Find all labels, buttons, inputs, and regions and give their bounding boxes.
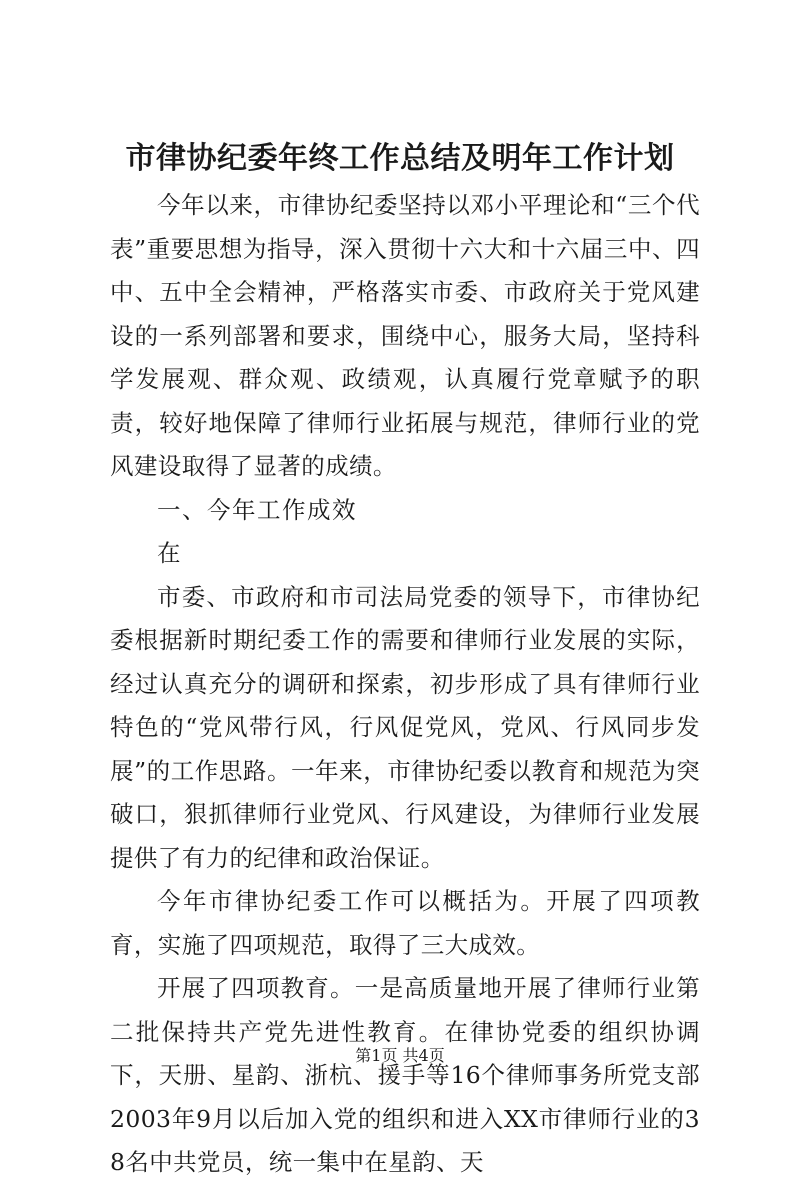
- page-number-footer: 第1页 共4页: [355, 1046, 445, 1065]
- document-title: 市律协纪委年终工作总结及明年工作计划: [125, 141, 675, 176]
- paragraph-education: 开展了四项教育。一是高质量地开展了律师行业第二批保持共产党先进性教育。在律协党委的组织协调下，天册、星韵、浙杭、援手等16个律师事务所党支部2003年9月以后加入党的组织和进入XX市律师行业的38名中共党员，统一集中在星韵、天: [110, 974, 700, 1176]
- section-heading: 一、今年工作成效: [157, 495, 357, 524]
- document-body: [110, 184, 700, 1185]
- paragraph-work-approach: 市委、市政府和市司法局党委的领导下，市律协纪委根据新时期纪委工作的需要和律师行业发展的实际，经过认真充分的调研和探索，初步形成了具有律师行业特色的“党风带行风，行风促党风，党风、行风同步发展”的工作思路。一年来，市律协纪委以教育和规范为突破口，狠抓律师行业党风、行风建设，为律师行业发展提供了有力的纪律和政治保证。: [110, 582, 700, 872]
- paragraph-intro: 今年以来，市律协纪委坚持以邓小平理论和“三个代表”重要思想为指导，深入贯彻十六大和十六届三中、四中、五中全会精神，严格落实市委、市政府关于党风建设的一系列部署和要求，围绕中心，服务大局，坚持科学发展观、群众观、政绩观，认真履行党章赋予的职责，较好地保障了律师行业拓展与规范，律师行业的党风建设取得了显著的成绩。: [110, 191, 700, 480]
- paragraph-summary: 今年市律协纪委工作可以概括为。开展了四项教育，实施了四项规范，取得了三大成效。: [110, 887, 700, 959]
- paragraph-fragment: 在: [157, 539, 182, 567]
